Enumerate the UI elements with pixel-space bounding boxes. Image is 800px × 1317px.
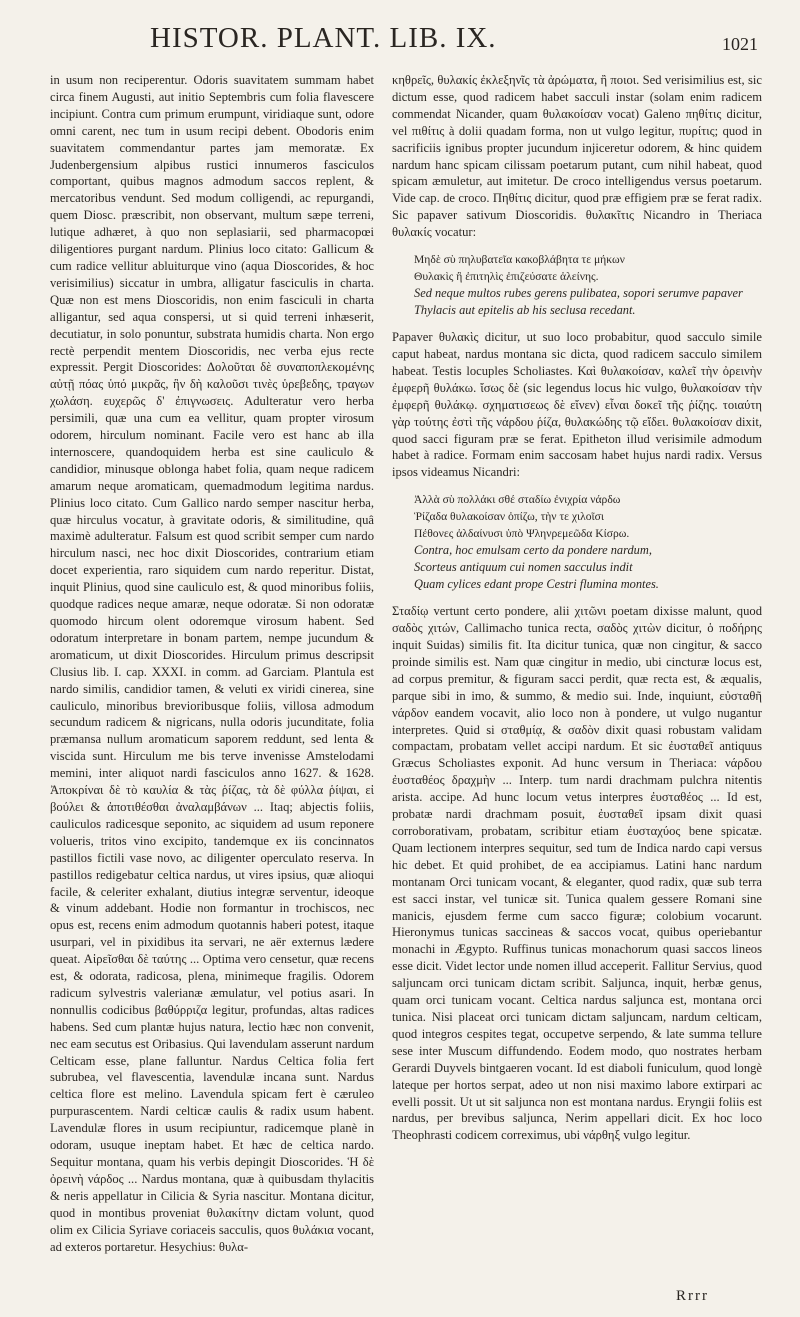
verse-1-greek-line-2: Θυλακὶς ἢ ἐπιτηλὶς ἐπιζεύσατε ἀλείνης. [414, 270, 599, 284]
running-title: HISTOR. PLANT. LIB. IX. [150, 22, 497, 54]
signature-mark: Rrrr [676, 1288, 709, 1304]
right-column-end: Σταδίῳ vertunt certo pondere, alii χιτῶνι poetam dixisse malunt, quod σαδὸς χιτών, Callimacho tunica recta, σαδὸς χιτὼν dicitur, ὁ ποδήρης inquit Suidas) similis fit. Ita dicitur tunica, quæ non cingitur, & sacco proinde similis est. Nam quæ cingitur in medio, ubi cincturæ locus est, ad corpus premitur, & figuram sacci perdit, quæ recta est, & æqualis, parque sibi in imo, & summo, & medio sui. Inde, inquiunt, εὐσταθῆ νάρδον eandem vocavit, alio loco non à pondere, ut vulgo nugantur interpretes. Quid si σταθμίᾳ, & σαδὸν dixit quasi robustam validam compactam, probatam vellet accipi nardum. Et sic ἐυσταθεῖ antiquus Græcus Scholiastes exponit. Ad hunc versum in Theriaca: νάρδου ἐυσταθέος δραχμὴν ... Interp. tum nardi drachmam pulchra nitentis arista. accipe. Ad hunc locum vetus interpres ἐυσταθέος ... Id est, probatæ nardi drachmam posuit, ἐυσταθεῖ ipsam dixit quasi corroborativam, probatam, scribitur etiam ἐυσταχύος bene spicatæ. Quam lectionem interpres sequitur, sed tum de Indica nardo capi versus hic debet. Et quid prohibet, de ea accipiamus. Latini hanc nardum montanam Orci tunicam vocant, & eleganter, quod radix, quæ sub terra est sacci instar, vel tunicæ sit. Tunica qualem gessere Romani sine manicis, ejusdem ferme cum sacco figuræ; colobium vocarunt. Hieronymus tunicas saccineas & saccos vocat, quibus operiebantur monachi in Ægypto. Ruffinus tunicas monachorum quasi saccos lineos esse dicit. Videt lector unde nomen illud acceperit. Fallitur Servius, quod saljuncam orci tunicam dictam scribit. Saljunca, inquit, herbæ genus, quam orci tunicam vocant. Celtica nardus saljunca est, montana orci tunica. Nisi placeat orci tunicam dictam saljuncam, nardum celticam, quod integros cespites tegat, occupetve serpendo, & late summa tellure sese inter Muscum diffundendo. Eodem modo, quo nostrates herbam Gerardi Duyvels bintgaeren vocant. Id est diaboli funiculum, quod longè lateque per hortos serpat, adeo ut non nisi maximo labore extirpari ac evelli possit. Ut ut sit saljunca non est montana nardus. Eryngii foliis est nardus, per brevibus saljunca, Nerim appellari dicit. Ex hoc loco Theophrasti codicem correximus, ubi νάρθηξ vulgo legitur. [392, 604, 762, 1143]
verse-2-latin-line-1: Contra, hoc emulsam certo da pondere nardum, [414, 543, 652, 558]
right-column-intro: κηθρεῖς, θυλακίς ἐκλεξηνῖς τὰ ἀρώματα, ἢ ποιοι. Sed verisimilius est, sic dictum esse, quod radicem habet sacculi instar (solam enim radicem commendat Nicander, quam θυλακοίσαν vocat) Galeno πηθίτις dicitur, vel πιθίτις à dolii quadam forma, non ut vulgo legitur, πυρίτις; quod in sacrificiis ignibus propter jucundum injiceretur odorem, & hinc quidem nardum hanc spicam cilissam poetarum putant, cum nihil habeat, quod spicam æmuletur, aut imitetur. De croco intelligendus versus poetarum. Vide cap. de croco. Πηθίτις dicitur, quod præ effigiem præ se ferat radix. Sic papaver sativum Dioscoridis. θυλακῖτις Nicandro in Theriaca θυλακίς vocatur: [392, 73, 762, 240]
right-column-mid: Papaver θυλακὶς dicitur, ut suo loco probabitur, quod sacculo simile caput habeat, nardus montana sic dicta, quod radicem sacculo similem habeat. Testis locuples Scholiastes. Καὶ θυλακοίσαν, καλεῖ τὴν ὀρεινὴν ἐμφερῆ θυλάκω. ἴσως δὲ (sic legendus locus hic vulgo, θυλακοίσαν τὴν ἐμφερῆ θυλάκῳ. σχηματισεως δὲ εἴνεν) εἶναι δοκεῖ τῆς ῥίζης. τοιαύτη γὰρ τούτης ἐστὶ τῆς νάρδου ῥίζα, θυλακώδης τῷ εἴδει. θυλακοίσαν dixit, quod sacci figuram præ se ferat. Epitheton illud verisimile admodum habet à radice. Formam enim saccosam habet hujus nardi radix. Versus ipsos videamus Nicandri: [392, 330, 762, 480]
verse-2-greek-line-2: Ῥίζαδα θυλακοίσαν ὀπίζω, τὴν τε χιλοῖσι [414, 510, 605, 524]
page-number: 1021 [722, 34, 758, 54]
verse-2-greek-line-3: Πέθονες ἀλδαίνυσι ὑπὸ Ψληνρεμεῶδα Κίσρω. [414, 527, 630, 541]
verse-1 [414, 251, 762, 319]
verse-2 [414, 491, 762, 593]
verse-1-greek-line-1: Μηδὲ σὺ πηλυβατεῖα κακοβλάβητα τε μήκων [414, 253, 625, 267]
verse-1-latin-line-1: Sed neque multos rubes gerens pulibatea, sopori serumve papaver [414, 286, 743, 301]
left-column-text: in usum non reciperentur. Odoris suavitatem summam habet circa finem Augusti, aut initio Septembris cum folia flavescere incipiunt. Contra cum primum erumpunt, viridiaque sunt, odore omni carent, nec tum in usum recipi debent. Obodoris enim suavitatem commendantur partes jam memoratæ. Ex Judenbergensium alpibus rustici innumeros fasciculos comportant, quibus magnos admodum saccos replent, & mercatoribus vendunt. Sed modum colligendi, ac repurgandi, quem Diosc. præscribit, non observant, multum sæpe terreni, lutique adhæret, à quo non seplasiarii, sed pharmacopœi diligentiores purgant nardum. Plinius loco citato: Gallicum & cum radice vellitur abluiturque vino (aqua Dioscorides, & hoc verisimilius) siccatur in umbra, alligatur fasciculis in charta. Quæ non est mens Dioscoridis, non enim fasciculi in charta alligantur, sed aqua conspersi, ut si quid terreni inhæserit, decutiatur, in solo ponuntur, substrata humidis charta. Non ergo rectè perpendit mentem Dioscoridis, nec verba ejus recte expressit. Pergit Dioscorides: Δολοῦται δὲ συναποπλεκομένης αὐτῇ πόας ὑπό μικρᾶς, ἣν δὴ καλοῦσι τινὲς ὑρεβεδης, τραγων χωλάση. ευχερῶς δ' ἐπιγνωσεις. Adulteratur vero herba persimili, quæ una cum ea vellitur, quam propter virosum odorem, hirculum nominant. Facile vero est hanc ab illa internoscere, quandoquidem herba est sine cauliculo & candidior, minusque oblonga habet folia, quam neque radicem amarum neque aromaticam, quemadmodum legitima nardus. Plinius loco citato. Cum Gallico nardo semper nascitur herba, quæ hirculus vocatur, à gravitate odoris, & similitudine, quâ maximè adulteratur. Falsum est quod scribit semper cum nardo hirculum nasci, nec hoc dixit Dioscorides, contrarium etiam docet experientia, raro siquidem cum nardo reperitur. Distat, inquit Plinius, quod sine cauliculo est, & quod minoribus foliis, quodque radices neque amaræ, neque odoratæ. Si non odoratæ quomodo hircum olent odoremque virosum habent. Sed odoratum interpretare in bonam partem, nempe jucundum & aromaticum, ut dixit Dioscorides. Hirculum primus descripsit Clusius lib. I. cap. XXXI. in comm. ad Garciam. Plantula est nardo similis, candidior tamen, & veluti ex viridi cinerea, sine cauliculo, minoribus brevioribusque foliis, villosa admodum secundum radicem & nigricans, nulla odoris jucunditate, folia præmansa nullum aromaticum saporem reddunt, sed lenta & viscida sunt. Hirculum me bis terve invenisse Amstelodami memini, inter aliquot nardi fasciculos anno 1627. & 1628. Ἀποκρίναι δὲ τὸ καυλία & τὰς ῥίζας, τὰ δὲ φύλλα ῥίψαι, εἰ βούλει & ἀποτιθέσθαι ἀναλαμβάνων ... Itaq; abjectis foliis, cauliculos radicesque seponito, ac siquidem ad usum reponere volueris, tritos vino excipito, tandemque ex iis concinnatos pastillos fictili vase novo, ac diligenter operculato reservа. In pastillos redigebatur celtica nardus, ut vires ipsius, quæ alioqui facile, & celeriter exhalant, diutius integræ serventur, ideoque & vinum addebant. Hodie non formantur in trochiscos, nec opus est, recens enim admodum quotannis haberi potest, itaque usurpari, vel in pixidibus ita servari, ne aër externus lædere queat. Αἱρεῖσθαι δὲ ταύτης ... Optima vero censetur, quæ recens est, & odorata, radicosa, plena, minimeque fragilis. Odorem radicum sylvestris valerianæ æmulatur, vel potius asari. In nonnullis codicibus βαθύρριζα legitur, profundas, altas radices habens. Sed cum plantæ hujus natura, lectio hæc non convenit, nec eam secutus est Oribasius. Qui lavendulam asserunt nardum Celticam esse, plane falluntur. Nardus Celtica folia fert subrubea, vel flavescentia, lavendulæ incana sunt. Nardus celtica flore est melino. Lavendula spicam fert è cæruleo purpurascentem. Nardi celticæ caulis & radix usum habent. Lavendulæ flores in usum recipiuntur, radicemque planè in odoram, usuque ineptam habet. Et hæc de celtica nardo. Sequitur montana, quam his verbis depingit Dioscorides. Ἡ δὲ ὀρεινὴ νάρδος ... Nardus montana, quæ à quibusdam thylacitis & neris appellatur in Cilicia & Syria nascitur. Montana dicitur, quod in montibus proveniat θυλακίτην dictam volunt, quod olim ex Cilicia Syriave coriaceis sacculis, quos θυλάκια vocant, ad exteros portaretur. Hesychius: θυλα- [50, 73, 374, 1254]
right-column [392, 72, 762, 1272]
verse-1-latin-line-2: Thylacis aut epitelis ab his seclusa recedant. [414, 303, 636, 318]
verse-2-latin-line-2: Scorteus antiquum cui nomen sacculus indit [414, 560, 633, 575]
verse-2-latin-line-3: Quam cylices edant prope Cestri flumina montes. [414, 577, 659, 592]
verse-2-greek-line-1: Ἀλλὰ σὺ πολλάκι σθέ σταδίω ἐνιχρία νάρδω [414, 493, 621, 507]
left-column [50, 72, 374, 1282]
